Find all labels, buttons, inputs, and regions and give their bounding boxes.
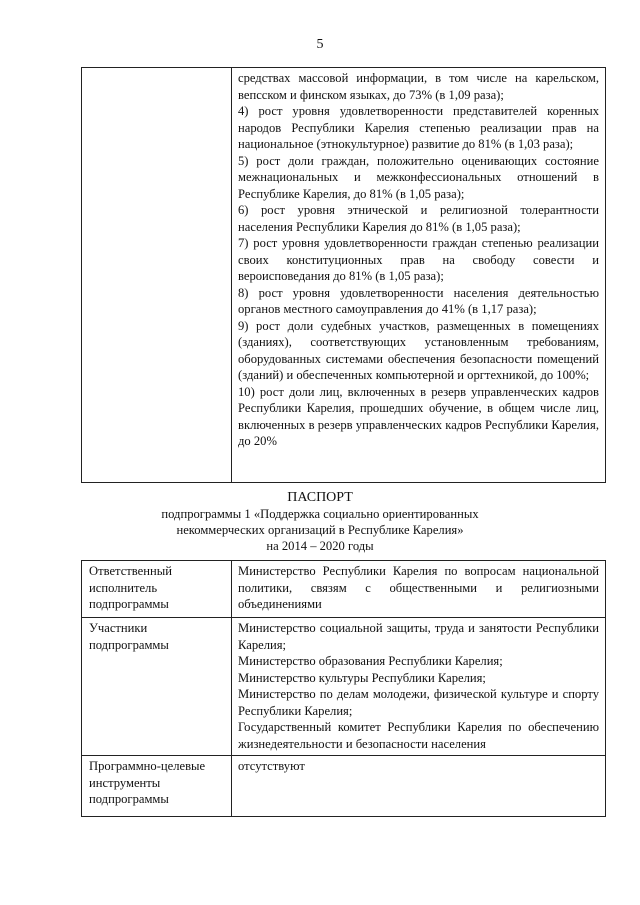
table-row [82,618,606,756]
goals-continuation-table [81,67,606,483]
goal-line: 4) рост уровня удовлетворенности представителей коренных народов Республики Карелия степенью реализации прав на национальное (этнокультурное) развитие до 81% (в 1,03 раза); [238,104,599,151]
empty-label-cell [82,68,232,483]
value-line: Министерство по делам молодежи, физической культуре и спорту Республики Карелия; [238,687,599,718]
passport-subtitle-line: некоммерческих организаций в Республике Карелия» [176,523,464,537]
passport-subtitle-line: подпрограммы 1 «Поддержка социально ориентированных [161,507,479,521]
row-value [232,561,606,618]
row-label: Программно-целевые инструменты подпрограммы [82,756,232,817]
goal-line: 8) рост уровня удовлетворенности населения деятельностью органов местного самоуправления до 41% (в 1,17 раза); [238,285,599,316]
value-line: Министерство образования Республики Карелия; [238,654,503,668]
passport-table [81,560,606,817]
row-label: Участники подпрограммы [82,618,232,756]
value-line: Министерство Республики Карелия по вопросам национальной политики, связям с общественными и религиозными объединениями [238,564,599,611]
passport-period: на 2014 – 2020 годы [266,539,374,553]
table-row [82,756,606,817]
value-line: Министерство культуры Республики Карелия; [238,670,486,685]
goal-line: средствах массовой информации, в том числе на карельском, вепсском и финском языках, до 73% (в 1,09 раза); [238,71,599,102]
value-line: Министерство социальной защиты, труда и занятости Республики Карелия; [238,621,599,652]
row-value [232,618,606,756]
page-number: 5 [316,37,324,52]
table-row [82,561,606,618]
goal-line: 9) рост доли судебных участков, размещенных в помещениях (зданиях), соответствующих установленным требованиям, оборудованных системами обеспечения безопасности помещений (зданий) и обеспеченных компьютерной и оргтехникой, до 100%; [238,318,599,382]
table-row [82,68,606,483]
row-label: Ответственный исполнитель подпрограммы [82,561,232,618]
goal-line: 10) рост доли лиц, включенных в резерв управленческих кадров Республики Карелия, прошедших обучение, в общем числе лиц, включенных в резерв управленческих кадров Республики Карелия, до 20% [238,384,599,448]
value-line: Государственный комитет Республики Карелия по обеспечению жизнедеятельности и безопасности населения [238,720,599,751]
value-line: отсутствуют [238,759,305,773]
goals-cell [232,68,606,483]
goal-line: 6) рост уровня этнической и религиозной толерантности населения Республики Карелия до 81% (в 1,05 раза); [238,203,599,234]
row-value [232,756,606,817]
passport-heading [0,489,640,554]
goal-line: 5) рост доли граждан, положительно оценивающих состояние межнациональных и межконфессиональных отношений в Республике Карелия, до 81% (в 1,05 раза); [238,153,599,201]
goal-line: 7) рост уровня удовлетворенности граждан степенью реализации своих конституционных прав на свободу совести и вероисповедания до 81% (в 1,05 раза); [238,236,599,283]
passport-title: ПАСПОРТ [287,490,353,505]
